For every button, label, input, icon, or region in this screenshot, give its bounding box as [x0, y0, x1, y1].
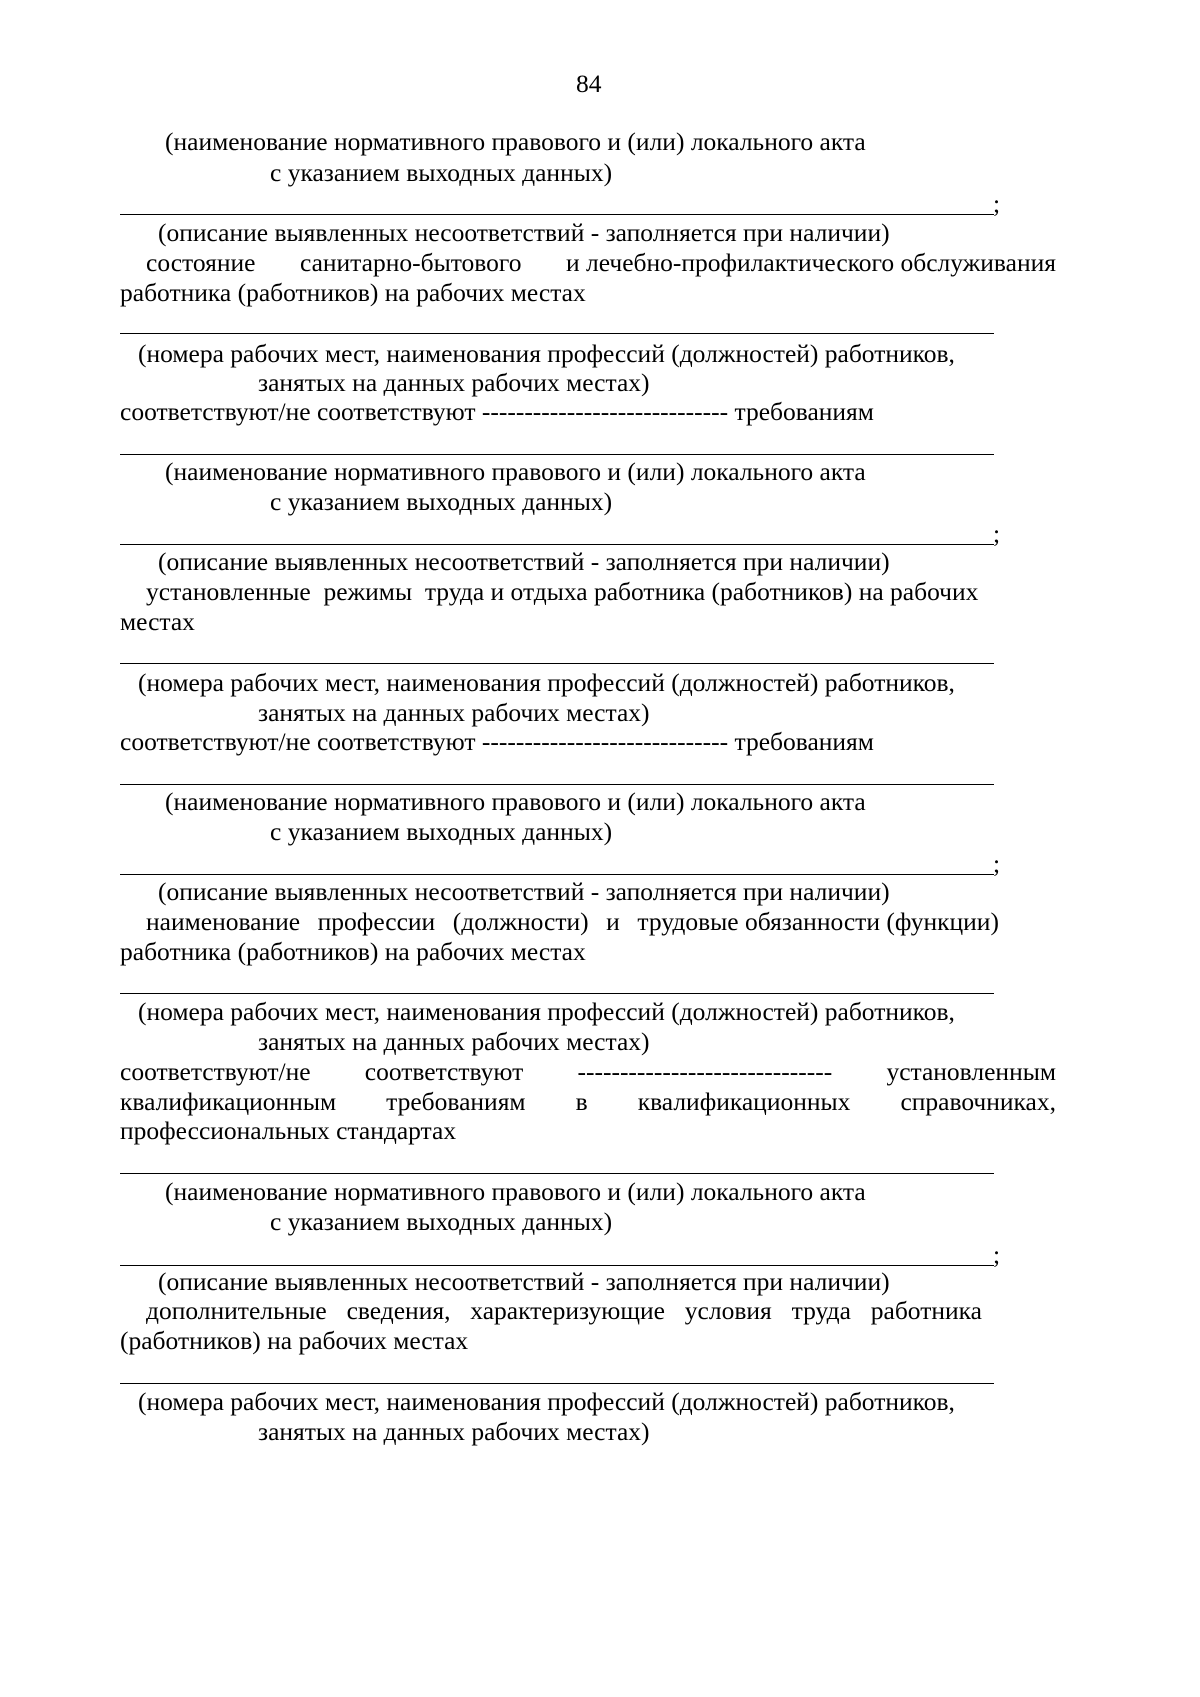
word: установленным — [886, 1057, 1056, 1086]
caption-nonconformity: (описание выявленных несоответствий - заполняется при наличии) — [158, 1267, 890, 1296]
word: состояние — [146, 248, 256, 277]
blank-line — [120, 1173, 994, 1174]
caption-workplaces: (номера рабочих мест, наименования профессий (должностей) работников, — [138, 339, 955, 368]
word: профессии — [317, 907, 436, 936]
caption-workplaces-cont: занятых на данных рабочих местах) — [258, 368, 650, 397]
compliance-text: соответствуют/не соответствуют ----------------------------- требованиям — [120, 727, 874, 756]
caption-workplaces-cont: занятых на данных рабочих местах) — [258, 698, 650, 727]
word: трудовые обязанности (функции) — [637, 907, 999, 936]
caption-nonconformity: (описание выявленных несоответствий - заполняется при наличии) — [158, 877, 890, 906]
caption-workplaces-cont: занятых на данных рабочих местах) — [258, 1027, 650, 1056]
blank-line — [120, 214, 994, 215]
page-number: 84 — [576, 69, 602, 98]
section-heading-work-rest: установленные режимы труда и отдыха работника (работников) на рабочих — [146, 577, 979, 606]
word: труда — [791, 1296, 851, 1325]
caption-act-name: (наименование нормативного правового и (или) локального акта — [165, 127, 866, 156]
word: в — [575, 1087, 588, 1116]
blank-line — [120, 544, 994, 545]
caption-act-name: (наименование нормативного правового и (или) локального акта — [165, 1177, 866, 1206]
compliance-text-cont — [120, 1086, 1056, 1118]
word: дополнительные — [146, 1296, 327, 1325]
word: квалификационных — [637, 1087, 851, 1116]
caption-act-details: с указанием выходных данных) — [270, 487, 613, 516]
compliance-text — [120, 1056, 1056, 1088]
word: условия — [684, 1296, 772, 1325]
semicolon: ; — [993, 189, 1001, 218]
word: санитарно-бытового — [299, 248, 522, 277]
blank-line — [120, 784, 994, 785]
word: справочниках, — [900, 1087, 1056, 1116]
section-heading-profession — [146, 906, 999, 938]
word: соответствуют — [364, 1057, 524, 1086]
word: ------------------------------ — [577, 1057, 833, 1086]
word: работника — [870, 1296, 982, 1325]
section-text: работника (работников) на рабочих местах — [120, 937, 586, 966]
word: (должности) — [452, 907, 589, 936]
section-text: работника (работников) на рабочих местах — [120, 278, 586, 307]
caption-workplaces: (номера рабочих мест, наименования профессий (должностей) работников, — [138, 997, 955, 1026]
blank-line — [120, 663, 994, 664]
section-heading-sanitary — [146, 247, 1056, 279]
caption-act-details: с указанием выходных данных) — [270, 1207, 613, 1236]
blank-line — [120, 993, 994, 994]
caption-workplaces: (номера рабочих мест, наименования профессий (должностей) работников, — [138, 1387, 955, 1416]
caption-workplaces-cont: занятых на данных рабочих местах) — [258, 1417, 650, 1446]
word: характеризующие — [470, 1296, 665, 1325]
compliance-text-end: профессиональных стандартах — [120, 1116, 457, 1145]
caption-nonconformity: (описание выявленных несоответствий - заполняется при наличии) — [158, 218, 890, 247]
section-text: местах — [120, 607, 195, 636]
word: и лечебно-профилактического обслуживания — [565, 248, 1056, 277]
blank-line — [120, 454, 994, 455]
section-text: (работников) на рабочих местах — [120, 1326, 469, 1355]
word: наименование — [146, 907, 301, 936]
word: и — [606, 907, 620, 936]
caption-act-name: (наименование нормативного правового и (или) локального акта — [165, 787, 866, 816]
caption-nonconformity: (описание выявленных несоответствий - заполняется при наличии) — [158, 547, 890, 576]
word: соответствуют/не — [120, 1057, 311, 1086]
caption-act-details: с указанием выходных данных) — [270, 817, 613, 846]
caption-act-details: с указанием выходных данных) — [270, 158, 613, 187]
word: квалификационным — [120, 1087, 337, 1116]
compliance-text: соответствуют/не соответствуют ----------------------------- требованиям — [120, 397, 874, 426]
semicolon: ; — [993, 849, 1001, 878]
caption-workplaces: (номера рабочих мест, наименования профессий (должностей) работников, — [138, 668, 955, 697]
blank-line — [120, 874, 994, 875]
semicolon: ; — [993, 1240, 1001, 1269]
caption-act-name: (наименование нормативного правового и (или) локального акта — [165, 457, 866, 486]
semicolon: ; — [993, 519, 1001, 548]
word: сведения, — [346, 1296, 451, 1325]
blank-line — [120, 333, 994, 334]
blank-line — [120, 1383, 994, 1384]
section-heading-additional — [146, 1295, 982, 1327]
word: требованиям — [386, 1087, 526, 1116]
